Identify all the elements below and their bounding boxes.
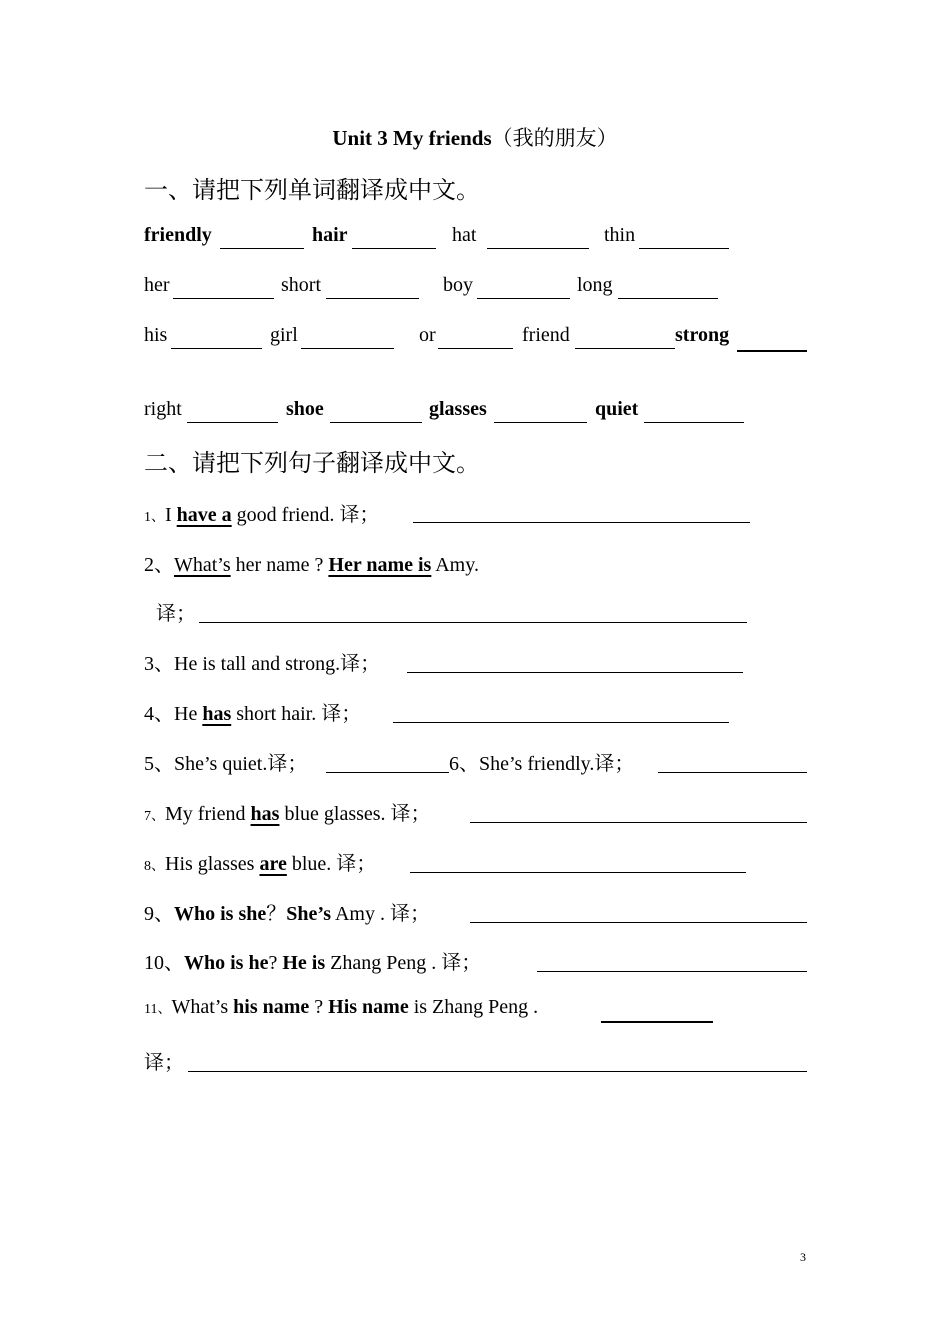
word-right: right (144, 398, 182, 420)
word-girl: girl (270, 324, 298, 346)
answer-line-4[interactable] (393, 722, 729, 723)
answer-blank[interactable] (187, 422, 278, 423)
word-thin: thin (604, 224, 636, 246)
answer-blank[interactable] (173, 298, 274, 299)
answer-blank[interactable] (487, 248, 589, 249)
answer-line-2[interactable] (199, 622, 747, 623)
word-or: or (419, 324, 436, 346)
sentence-6: 6、She’s friendly.译； (449, 753, 635, 775)
answer-blank[interactable] (171, 348, 262, 349)
answer-blank[interactable] (330, 422, 422, 423)
sentence-1: 1、I have a good friend. 译； (144, 504, 380, 526)
answer-blank[interactable] (494, 422, 587, 423)
answer-blank[interactable] (618, 298, 718, 299)
answer-line-3[interactable] (407, 672, 743, 673)
word-shoe: shoe (286, 398, 324, 420)
answer-blank[interactable] (220, 248, 304, 249)
translate-label-11: 译； (144, 1052, 184, 1074)
word-hat: hat (452, 224, 477, 246)
word-glasses: glasses (429, 398, 487, 420)
answer-blank[interactable] (639, 248, 729, 249)
sentence-9: 9、Who is she？She’s Amy . 译； (144, 903, 430, 925)
sentence-2: 2、What’s her name ? Her name is Amy. (144, 554, 479, 576)
answer-blank[interactable] (438, 348, 513, 349)
answer-blank[interactable] (301, 348, 394, 349)
answer-blank[interactable] (644, 422, 744, 423)
section-2-heading: 二、请把下列句子翻译成中文。 (144, 449, 480, 477)
answer-blank[interactable] (477, 298, 570, 299)
word-friendly: friendly (144, 224, 212, 246)
sentence-3: 3、He is tall and strong.译； (144, 653, 381, 675)
sentence-5: 5、She’s quiet.译； (144, 753, 308, 775)
answer-line-11b[interactable] (188, 1071, 807, 1072)
answer-blank[interactable] (326, 298, 419, 299)
answer-blank[interactable] (575, 348, 675, 349)
answer-line-5[interactable] (326, 772, 449, 773)
word-boy: boy (443, 274, 473, 296)
word-her: her (144, 274, 170, 296)
answer-line-10[interactable] (537, 971, 807, 972)
answer-line-8[interactable] (410, 872, 746, 873)
word-short: short (281, 274, 321, 296)
word-strong: strong (675, 324, 730, 346)
sentence-4: 4、He has short hair. 译； (144, 703, 362, 725)
word-long: long (577, 274, 613, 296)
answer-line-6[interactable] (658, 772, 807, 773)
word-friend: friend (522, 324, 570, 346)
word-quiet: quiet (595, 398, 639, 420)
answer-line-11a[interactable] (601, 1021, 713, 1023)
answer-line-9[interactable] (470, 922, 807, 923)
sentence-8: 8、His glasses are blue. 译； (144, 853, 377, 875)
sentence-11: 11、What’s his name ? His name is Zhang Peng . (144, 996, 539, 1018)
page-number: 3 (800, 1250, 806, 1264)
page-title: Unit 3 My friends（我的朋友） (332, 126, 618, 150)
section-1-heading: 一、请把下列单词翻译成中文。 (144, 176, 480, 204)
answer-blank[interactable] (737, 350, 807, 352)
word-his: his (144, 324, 168, 346)
sentence-7: 7、My friend has blue glasses. 译； (144, 803, 431, 825)
answer-blank[interactable] (352, 248, 436, 249)
answer-line-1[interactable] (413, 522, 750, 523)
sentence-10: 10、Who is he? He is Zhang Peng . 译； (144, 952, 482, 974)
word-hair: hair (312, 224, 348, 246)
translate-label-2: 译； (156, 603, 196, 625)
answer-line-7[interactable] (470, 822, 807, 823)
